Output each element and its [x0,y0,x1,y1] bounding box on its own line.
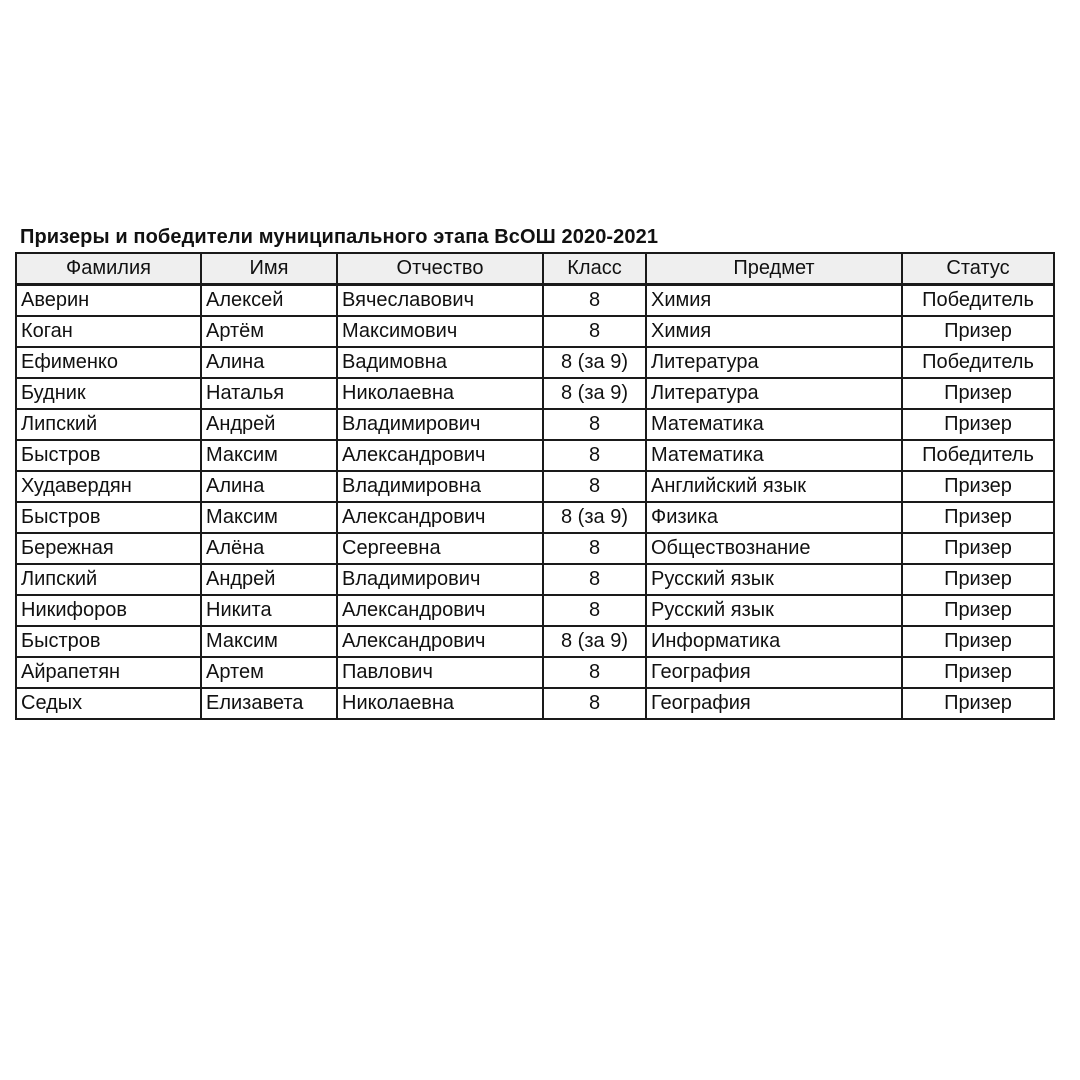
cell-name: Алёна [201,533,337,564]
cell-patronymic: Владимировна [337,471,543,502]
cell-surname: Быстров [16,440,201,471]
table-body [16,285,1054,720]
column-header-subject: Предмет [646,253,902,285]
table-header [16,253,1054,285]
column-header-patronymic: Отчество [337,253,543,285]
column-header-name: Имя [201,253,337,285]
cell-patronymic: Вадимовна [337,347,543,378]
cell-status: Призер [902,409,1054,440]
cell-grade: 8 [543,285,646,317]
cell-name: Алексей [201,285,337,317]
table-row [16,378,1054,409]
cell-surname: Худавердян [16,471,201,502]
cell-grade: 8 [543,564,646,595]
cell-surname: Аверин [16,285,201,317]
cell-status: Призер [902,564,1054,595]
cell-surname: Будник [16,378,201,409]
cell-grade: 8 [543,440,646,471]
cell-surname: Бережная [16,533,201,564]
cell-name: Алина [201,347,337,378]
cell-subject: Литература [646,347,902,378]
cell-subject: Русский язык [646,564,902,595]
cell-grade: 8 [543,471,646,502]
cell-name: Артём [201,316,337,347]
cell-patronymic: Александрович [337,595,543,626]
cell-patronymic: Вячеславович [337,285,543,317]
cell-status: Призер [902,595,1054,626]
table-row [16,440,1054,471]
cell-status: Призер [902,471,1054,502]
cell-surname: Липский [16,564,201,595]
cell-name: Андрей [201,409,337,440]
cell-surname: Быстров [16,502,201,533]
table-row [16,657,1054,688]
table-row [16,564,1054,595]
cell-name: Елизавета [201,688,337,719]
cell-patronymic: Павлович [337,657,543,688]
table-row [16,688,1054,719]
cell-name: Андрей [201,564,337,595]
cell-subject: География [646,688,902,719]
cell-surname: Быстров [16,626,201,657]
cell-status: Победитель [902,347,1054,378]
cell-status: Призер [902,688,1054,719]
cell-grade: 8 [543,533,646,564]
cell-patronymic: Николаевна [337,378,543,409]
cell-name: Никита [201,595,337,626]
cell-patronymic: Александрович [337,440,543,471]
cell-subject: Математика [646,440,902,471]
cell-status: Призер [902,626,1054,657]
cell-patronymic: Сергеевна [337,533,543,564]
cell-patronymic: Владимирович [337,564,543,595]
cell-grade: 8 (за 9) [543,347,646,378]
cell-name: Максим [201,440,337,471]
cell-patronymic: Максимович [337,316,543,347]
column-header-grade: Класс [543,253,646,285]
cell-subject: Химия [646,316,902,347]
cell-name: Максим [201,502,337,533]
cell-subject: Английский язык [646,471,902,502]
header-row [16,253,1054,285]
table-row [16,285,1054,317]
cell-status: Победитель [902,440,1054,471]
cell-status: Победитель [902,285,1054,317]
cell-status: Призер [902,378,1054,409]
document [15,224,1055,720]
cell-grade: 8 (за 9) [543,378,646,409]
cell-grade: 8 [543,688,646,719]
cell-status: Призер [902,502,1054,533]
cell-status: Призер [902,533,1054,564]
cell-surname: Коган [16,316,201,347]
cell-grade: 8 [543,595,646,626]
table-row [16,533,1054,564]
cell-subject: Математика [646,409,902,440]
cell-grade: 8 [543,316,646,347]
column-header-surname: Фамилия [16,253,201,285]
cell-grade: 8 [543,657,646,688]
cell-grade: 8 (за 9) [543,626,646,657]
cell-subject: Физика [646,502,902,533]
table-row [16,316,1054,347]
cell-status: Призер [902,657,1054,688]
cell-subject: Обществознание [646,533,902,564]
cell-subject: Литература [646,378,902,409]
table-row [16,595,1054,626]
table-row [16,471,1054,502]
cell-grade: 8 [543,409,646,440]
cell-subject: Русский язык [646,595,902,626]
table-row [16,502,1054,533]
cell-patronymic: Владимирович [337,409,543,440]
cell-surname: Айрапетян [16,657,201,688]
cell-name: Максим [201,626,337,657]
cell-surname: Липский [16,409,201,440]
cell-surname: Ефименко [16,347,201,378]
table-row [16,409,1054,440]
results-table [15,252,1055,720]
cell-patronymic: Николаевна [337,688,543,719]
table-row [16,626,1054,657]
cell-patronymic: Александрович [337,502,543,533]
cell-subject: Химия [646,285,902,317]
cell-surname: Седых [16,688,201,719]
cell-status: Призер [902,316,1054,347]
cell-grade: 8 (за 9) [543,502,646,533]
cell-subject: Информатика [646,626,902,657]
cell-name: Наталья [201,378,337,409]
table-row [16,347,1054,378]
cell-subject: География [646,657,902,688]
cell-surname: Никифоров [16,595,201,626]
column-header-status: Статус [902,253,1054,285]
document-title: Призеры и победители муниципального этапа ВсОШ 2020-2021 [20,226,659,248]
cell-patronymic: Александрович [337,626,543,657]
cell-name: Артем [201,657,337,688]
cell-name: Алина [201,471,337,502]
